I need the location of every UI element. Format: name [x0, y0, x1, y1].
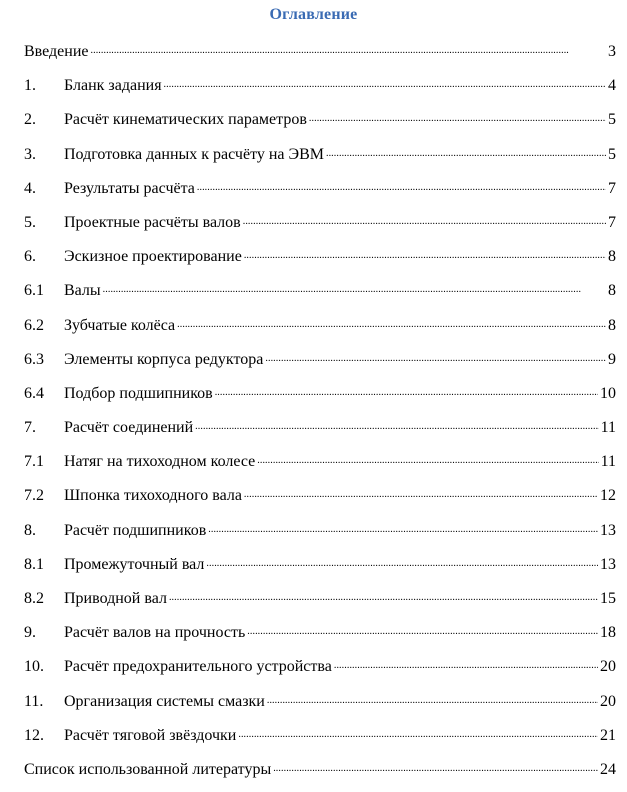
toc-entry-page: 11: [600, 453, 616, 471]
toc-entry-page: 8: [608, 282, 616, 300]
toc-dot-leader: [103, 279, 606, 295]
toc-entry[interactable]: [24, 724, 616, 758]
toc-entry-page: 21: [600, 726, 616, 744]
toc-entry-number: 5.: [24, 213, 36, 231]
toc-entry[interactable]: [24, 484, 616, 518]
toc-entry-page: 10: [600, 384, 616, 402]
toc-dot-leader: [243, 211, 606, 227]
toc-dot-leader: [169, 587, 598, 603]
toc-entry-page: 24: [600, 760, 616, 778]
toc-dot-leader: [244, 484, 598, 500]
toc-dot-leader: [177, 314, 606, 330]
toc-dot-leader: [215, 382, 598, 398]
toc-entry-number: 6.3: [24, 350, 44, 368]
toc-dot-leader: [244, 245, 606, 261]
toc-entry-label: Расчёт соединений: [64, 419, 194, 437]
toc-dot-leader: [257, 450, 598, 466]
toc-entry[interactable]: [24, 758, 616, 792]
toc-entry-page: 5: [608, 145, 616, 163]
toc-dot-leader: [208, 519, 598, 535]
toc-entry-label: Элементы корпуса редуктора: [64, 350, 264, 368]
toc-entry-label: Расчёт кинематических параметров: [64, 111, 307, 129]
toc-entry-label: Результаты расчёта: [64, 179, 195, 197]
toc-dot-leader: [197, 177, 606, 193]
toc-dot-leader: [309, 108, 606, 124]
toc-entry[interactable]: [24, 279, 616, 313]
toc-entry[interactable]: [24, 314, 616, 348]
toc-entry-label: Подготовка данных к расчёту на ЭВМ: [64, 145, 324, 163]
toc-entry[interactable]: [24, 348, 616, 382]
toc-entry[interactable]: [24, 382, 616, 416]
toc-dot-leader: [265, 348, 606, 364]
toc-dot-leader: [247, 621, 598, 637]
toc-entry-page: 8: [608, 248, 616, 266]
toc-entry-page: 4: [608, 77, 616, 95]
toc-entry[interactable]: [24, 450, 616, 484]
toc-dot-leader: [164, 74, 606, 90]
toc-entry[interactable]: [24, 553, 616, 587]
toc-entry-label: Шпонка тихоходного вала: [64, 487, 242, 505]
toc-entry-label: Проектные расчёты валов: [64, 213, 241, 231]
toc-entry-number: 12.: [24, 726, 44, 744]
toc-entry-page: 7: [608, 179, 616, 197]
toc-entry-page: 8: [608, 316, 616, 334]
toc-entry-number: 10.: [24, 658, 44, 676]
toc-dot-leader: [326, 143, 606, 159]
toc-entry-number: 4.: [24, 179, 36, 197]
toc-entry[interactable]: [24, 245, 616, 279]
toc-entry[interactable]: [24, 40, 616, 74]
toc-entry-page: 5: [608, 111, 616, 129]
toc-entry[interactable]: [24, 177, 616, 211]
toc-dot-leader: [334, 655, 598, 671]
toc-entry-label: Подбор подшипников: [64, 384, 213, 402]
toc-entry-number: 1.: [24, 77, 36, 95]
toc-entry-label: Расчёт валов на прочность: [64, 624, 246, 642]
toc-title: Оглавление: [269, 6, 358, 23]
toc-entry-page: 20: [600, 658, 616, 676]
toc-entry-label: Приводной вал: [64, 590, 167, 607]
toc-entry-label: Расчёт тяговой звёздочки: [64, 726, 237, 744]
toc-dot-leader: [91, 40, 607, 56]
toc-entry[interactable]: [24, 519, 616, 553]
toc-dot-leader: [238, 724, 598, 740]
toc-dot-leader: [267, 690, 598, 706]
toc-dot-leader: [273, 758, 598, 774]
toc-entry[interactable]: [24, 621, 616, 655]
toc-entry-number: 2.: [24, 111, 36, 129]
toc-entry-page: 20: [600, 692, 616, 710]
toc-entry[interactable]: [24, 690, 616, 724]
toc-entry[interactable]: [24, 143, 616, 177]
toc-entry-number: 6.: [24, 248, 36, 266]
toc-entry-page: 11: [600, 419, 616, 437]
toc-entry-label: Натяг на тихоходном колесе: [64, 453, 256, 471]
toc-entry-label: Валы: [64, 282, 101, 300]
toc-entry-page: 13: [600, 521, 616, 539]
toc-dot-leader: [206, 553, 598, 569]
table-of-contents: [24, 40, 616, 792]
toc-entry-number: 7.1: [24, 453, 44, 471]
toc-entry-page: 12: [600, 487, 616, 505]
toc-entry-page: 15: [600, 590, 616, 607]
toc-entry[interactable]: [24, 416, 616, 450]
toc-entry-number: 6.1: [24, 282, 44, 300]
toc-entry-number: 6.4: [24, 384, 44, 402]
toc-entry-number: 7.2: [24, 487, 44, 505]
toc-entry-label: Расчёт подшипников: [64, 521, 207, 539]
toc-entry-number: 9.: [24, 624, 36, 642]
toc-entry-number: 6.2: [24, 316, 44, 334]
toc-entry-number: 8.2: [24, 590, 44, 607]
toc-entry-number: 8.1: [24, 555, 44, 573]
toc-entry-label: Организация системы смазки: [64, 692, 265, 710]
toc-entry-label: Промежуточный вал: [64, 555, 205, 573]
toc-entry-number: 3.: [24, 145, 36, 163]
toc-entry-page: 18: [600, 624, 616, 642]
toc-entry-number: 8.: [24, 521, 36, 539]
toc-entry-label: Введение: [24, 43, 89, 60]
toc-entry[interactable]: [24, 587, 616, 621]
toc-entry[interactable]: [24, 108, 616, 142]
toc-entry-number: 7.: [24, 419, 36, 437]
toc-entry-label: Бланк задания: [64, 77, 162, 95]
toc-entry[interactable]: [24, 211, 616, 245]
toc-entry[interactable]: [24, 74, 616, 108]
toc-entry-page: 9: [608, 350, 616, 368]
toc-entry-page: 3: [608, 43, 616, 60]
toc-entry-label: Расчёт предохранительного устройства: [64, 658, 332, 676]
toc-entry[interactable]: [24, 655, 616, 689]
toc-dot-leader: [195, 416, 598, 432]
toc-entry-label: Список использованной литературы: [24, 760, 272, 778]
toc-entry-number: 11.: [24, 692, 44, 710]
toc-entry-label: Зубчатые колёса: [64, 316, 176, 334]
toc-entry-page: 7: [608, 213, 616, 231]
toc-entry-page: 13: [600, 555, 616, 573]
toc-entry-label: Эскизное проектирование: [64, 248, 242, 266]
